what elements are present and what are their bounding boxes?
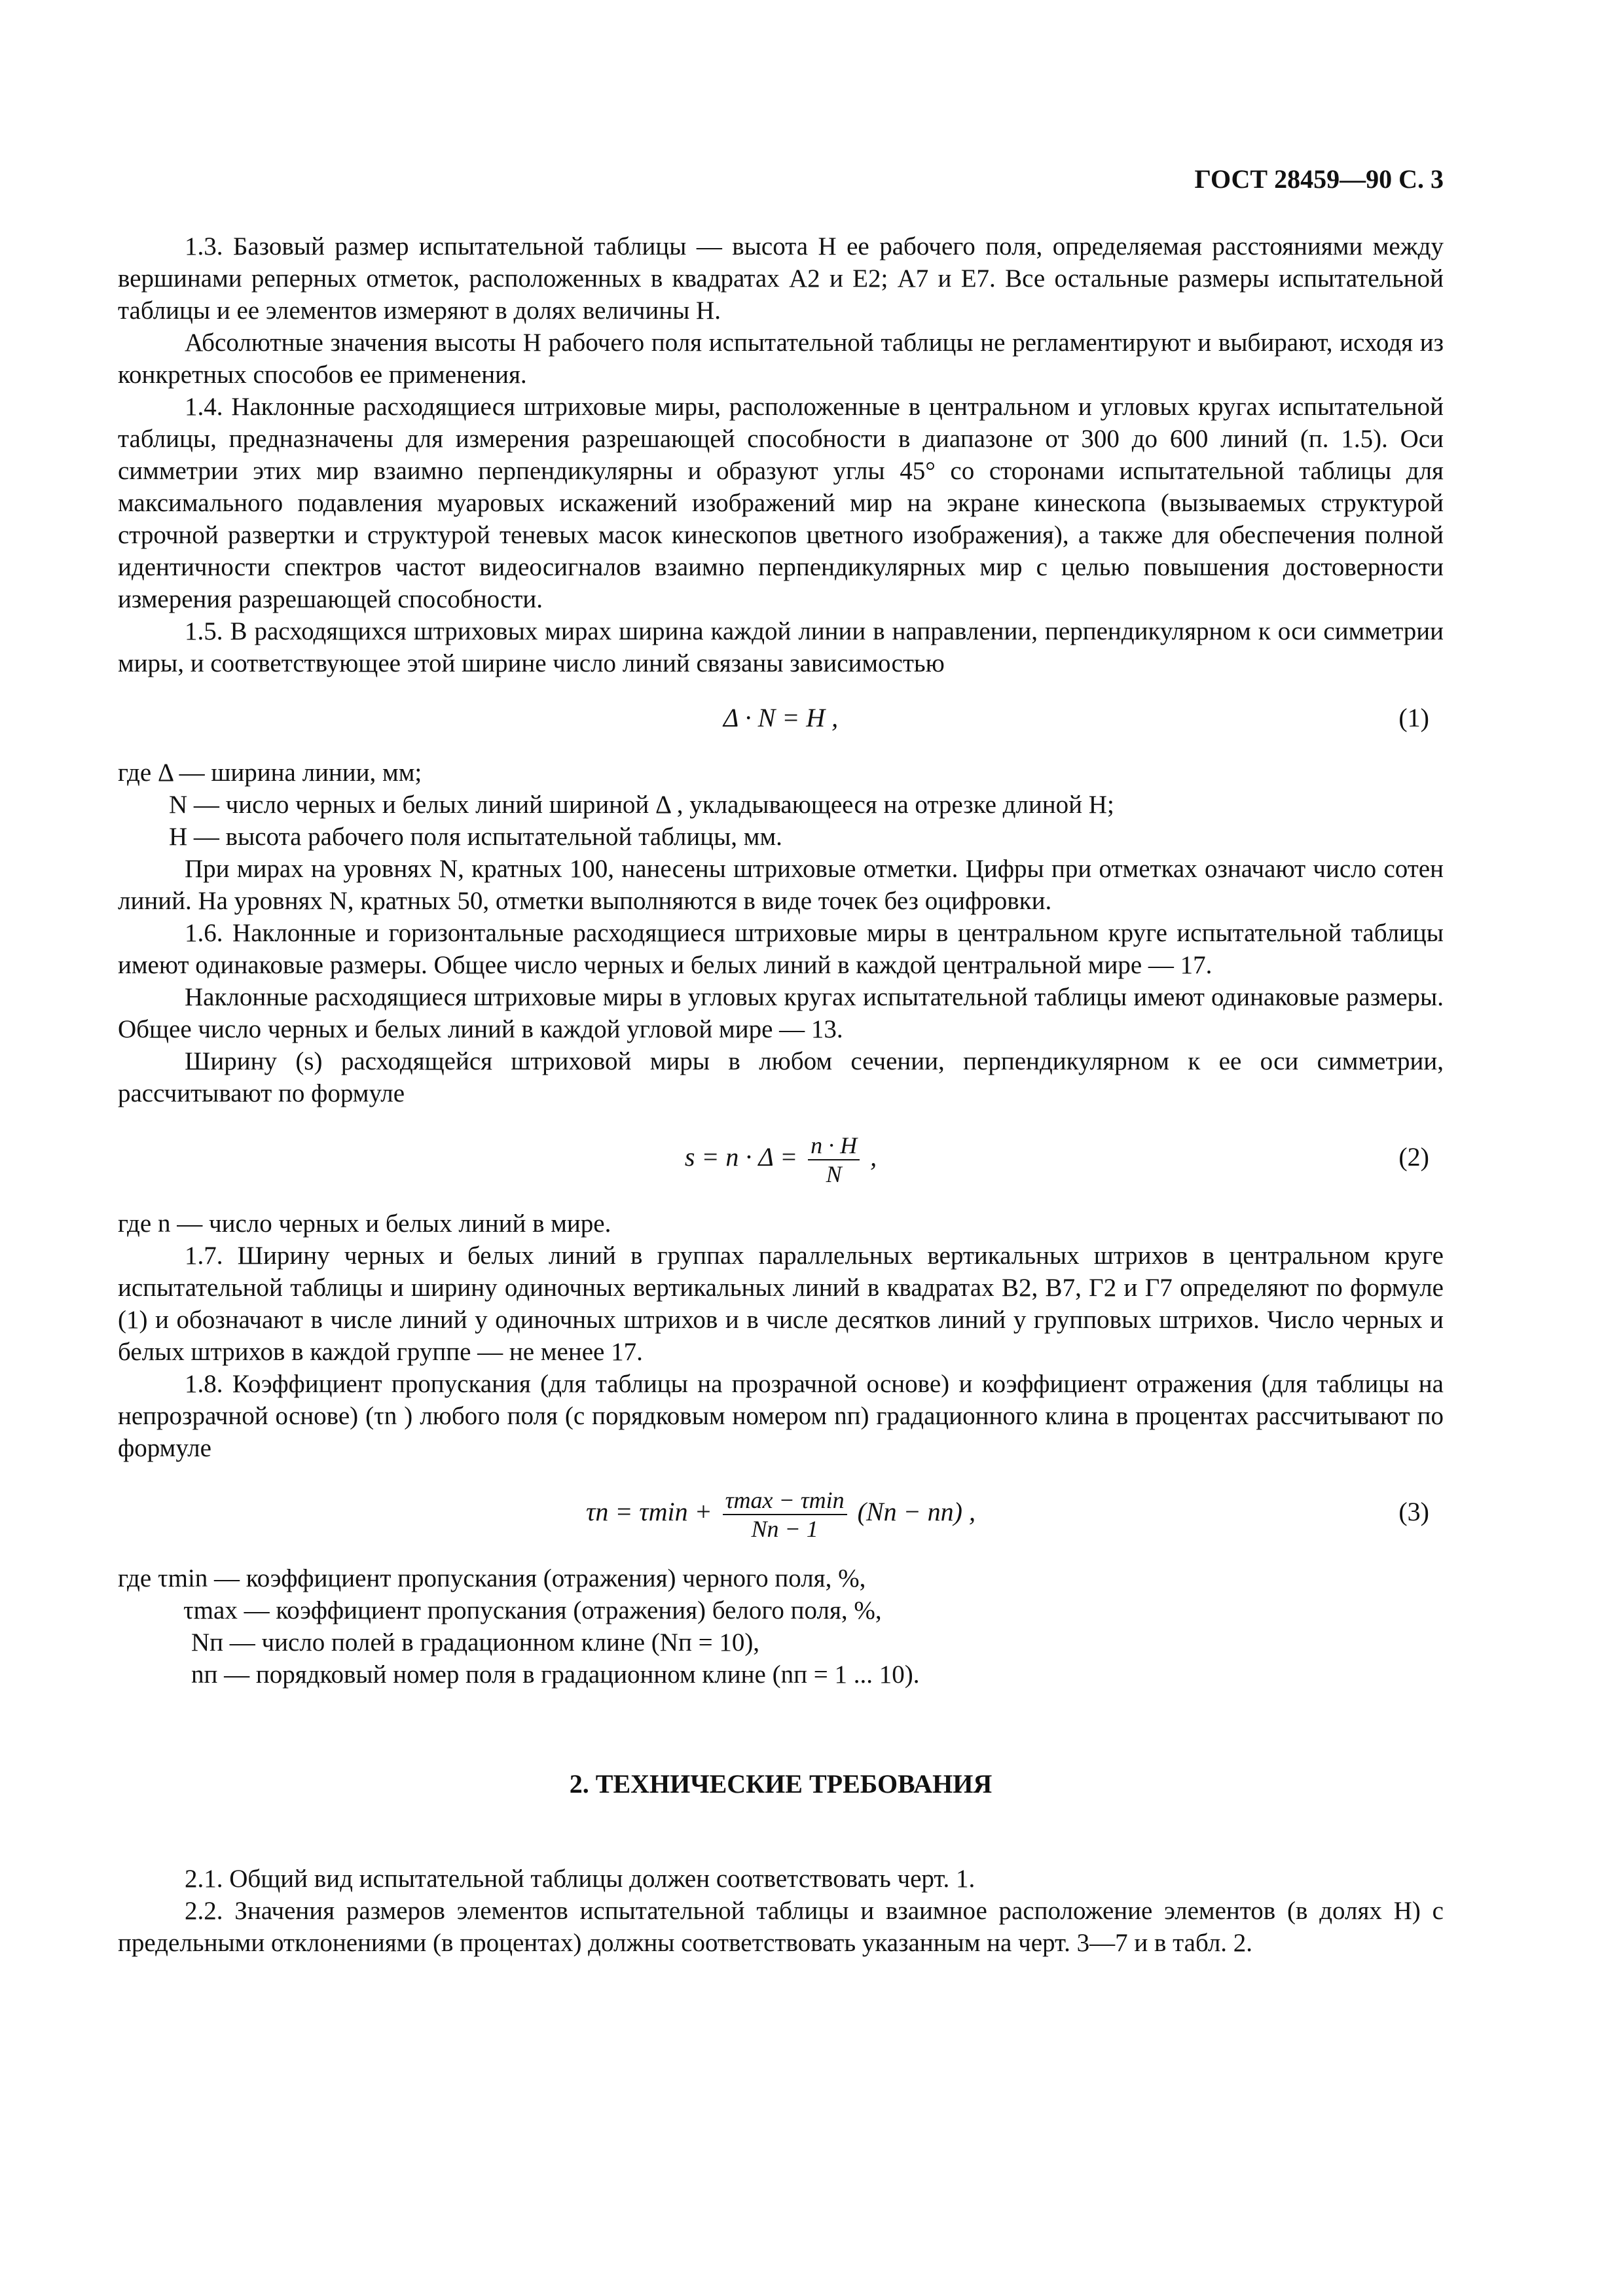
paragraph-1-8: 1.8. Коэффициент пропускания (для таблицы на прозрачной основе) и коэффициент отражения (для таблицы на непрозрачной основе) (τn ) любого поля (с порядковым номером nп) градационного клина в процентах рассчитывают по формуле [118,1370,1444,1462]
formula-2-lhs: s = n · Δ = [684,1142,798,1172]
where-3-tau-max: τmax — коэффициент пропускания (отражения) белого поля, %, [183,1596,882,1624]
formula-3-number: (3) [1398,1497,1429,1526]
formula-3-tail: (Nп − nп) , [857,1497,976,1527]
formula-2-expression [118,1132,1444,1188]
where-2: где n — число черных и белых линий в мире. [118,1210,611,1238]
paragraph-1-5-after: При мирах на уровнях N, кратных 100, нанесены штриховые отметки. Цифры при отметках означают число сотен линий. На уровнях N, кратных 50, отметки выполняются в виде точек без оцифровки. [118,855,1444,915]
formula-3-fraction [723,1486,847,1543]
paragraph-1-7: 1.7. Ширину черных и белых линий в группах параллельных вертикальных штрихов в центральном круге испытательной таблицы и ширину одиночных вертикальных линий в квадратах В2, В7, Г2 и Г7 определяют по формуле (1) и обозначают в числе линий у одиночных штрихов и в числе десятков линий у групповых штрихов. Число черных и белых штрихов в каждой группе — не менее 17. [118,1242,1444,1366]
formula-2-number: (2) [1398,1142,1429,1172]
formula-3-denominator: Nп − 1 [751,1516,818,1542]
where-1-h: H — высота рабочего поля испытательной таблицы, мм. [169,823,782,851]
paragraph-1-3: 1.3. Базовый размер испытательной таблицы — высота H ее рабочего поля, определяемая расстояниями между вершинами реперных отметок, расположенных в квадратах А2 и Е2; А7 и Е7. Все остальные размеры испытательной таблицы и ее элементов измеряют в долях величины H. [118,232,1444,325]
formula-3-numerator: τmax − τmin [723,1486,847,1515]
paragraph-1-6: 1.6. Наклонные и горизонтальные расходящиеся штриховые миры в центральном круге испытательной таблицы имеют одинаковые размеры. Общее число черных и белых линий в каждой центральной мире — 17. [118,919,1444,979]
formula-1 [118,679,1444,757]
section-2-title: 2. ТЕХНИЧЕСКИЕ ТРЕБОВАНИЯ [569,1769,993,1799]
paragraph-2-1: 2.1. Общий вид испытательной таблицы должен соответствовать черт. 1. [185,1865,976,1893]
formula-2-denominator: N [826,1161,842,1187]
formula-1-expression: Δ · N = H , [723,703,839,732]
where-3-n-p-small: nп — порядковый номер поля в градационном клине (nп = 1 ... 10). [191,1660,920,1689]
formula-2-numerator: n · H [808,1132,860,1160]
paragraph-1-4: 1.4. Наклонные расходящиеся штриховые миры, расположенные в центральном и угловых кругах испытательной таблицы, предназначены для измерения разрешающей способности в диапазоне от 300 до 600 линий (п. 1.5). Оси симметрии этих мир взаимно перпендикулярны и образуют углы 45° со сторонами испытательной таблицы для максимального подавления муаровых искажений изображений мир на экране кинескопа (вызываемых структурой строчной развертки и структурой теневых масок кинескопов цветного изображения), а также для обеспечения полной идентичности спектров частот видеосигналов взаимно перпендикулярных мир с целью повышения достоверности измерения разрешающей способности. [118,393,1444,613]
paragraph-1-3-b: Абсолютные значения высоты H рабочего поля испытательной таблицы не регламентируют и выбирают, исходя из конкретных способов ее применения. [118,329,1444,389]
paragraph-2-2: 2.2. Значения размеров элементов испытательной таблицы и взаимное расположение элементов (в долях Н) с предельными отклонениями (в процентах) должны соответствовать указанным на черт. 3—7 и в табл. 2. [118,1897,1444,1957]
formula-2-tail: , [870,1142,877,1172]
paragraph-1-6-c: Ширину (s) расходящейся штриховой миры в любом сечении, перпендикулярном к ее оси симметрии, рассчитывают по формуле [118,1047,1444,1107]
document-body [118,230,1444,1959]
page-header: ГОСТ 28459—90 С. 3 [1194,164,1444,194]
where-1-n: N — число черных и белых линий шириной Δ , укладывающееся на отрезке длиной H; [169,791,1114,819]
where-3-n-p: Nп — число полей в градационном клине (Nп = 10), [191,1628,760,1657]
formula-2 [118,1109,1444,1208]
paragraph-1-6-b: Наклонные расходящиеся штриховые миры в угловых кругах испытательной таблицы имеют одинаковые размеры. Общее число черных и белых линий в каждой угловой мире — 13. [118,983,1444,1043]
formula-3 [118,1464,1444,1562]
where-1-delta: где Δ — ширина линии, мм; [118,759,422,787]
where-3-tau-min: где τmin — коэффициент пропускания (отражения) черного поля, %, [118,1564,866,1592]
formula-3-expression [118,1486,1444,1543]
formula-3-lhs: τn = τmin + [586,1497,712,1527]
paragraph-1-5: 1.5. В расходящихся штриховых мирах ширина каждой линии в направлении, перпендикулярном к оси симметрии миры, и соответствующее этой ширине число линий связаны зависимостью [118,617,1444,677]
formula-1-number: (1) [1398,703,1429,732]
formula-2-fraction [808,1132,860,1188]
